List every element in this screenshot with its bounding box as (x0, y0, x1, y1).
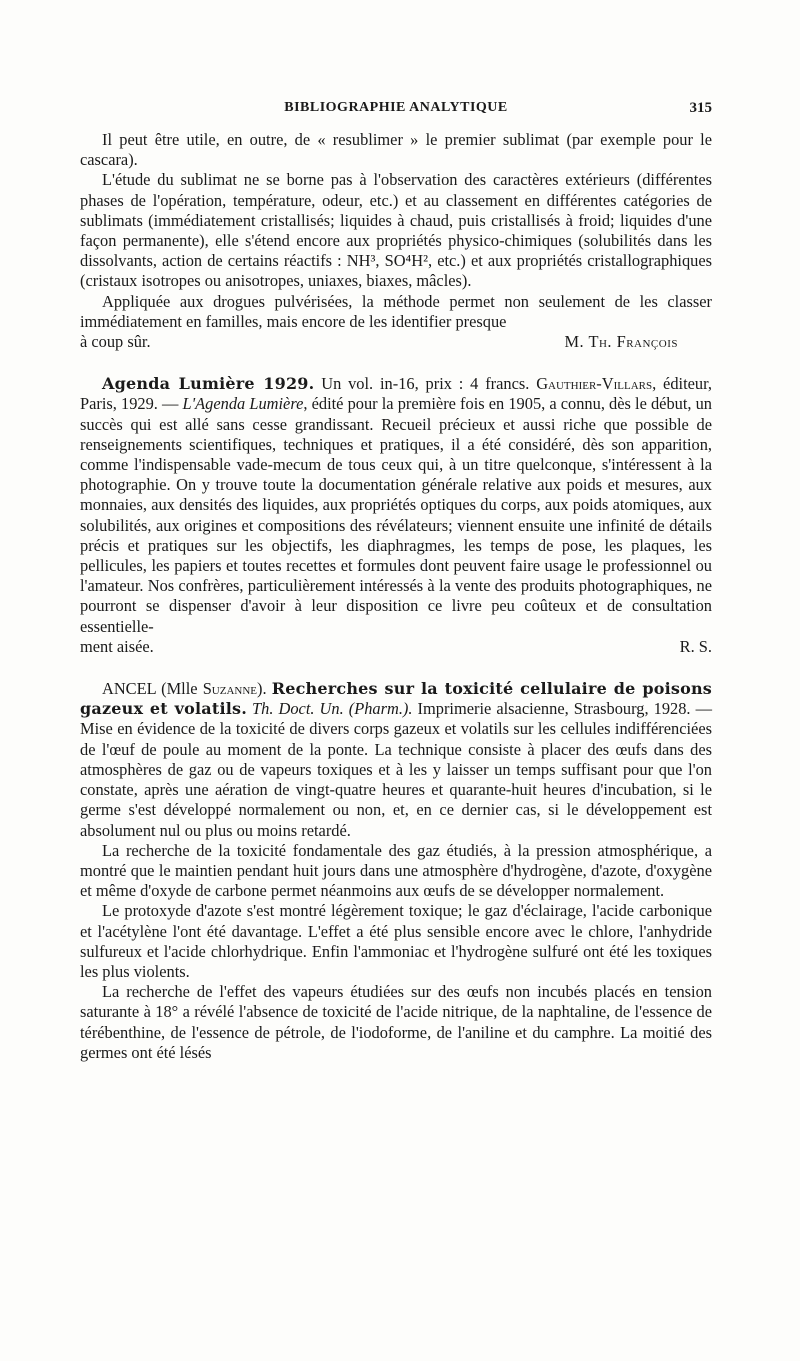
review-entry-ancel (80, 679, 712, 841)
running-title: BIBLIOGRAPHIE ANALYTIQUE (284, 100, 508, 115)
paragraph (80, 292, 712, 332)
paragraph: Il peut être utile, en outre, de « resublimer » le premier sublimat (par exemple pour le cascara). (80, 130, 712, 170)
author-name: ANCEL (Mlle (102, 679, 203, 699)
review-entry-agenda (80, 374, 712, 637)
entry-text: , éditeur, Paris, 1929. — (80, 374, 712, 414)
running-header (80, 100, 712, 122)
italic-title: L'Agenda Lumière (182, 394, 304, 414)
thesis-reference: Th. Doct. Un. (Pharm.). (246, 699, 413, 719)
paragraph: La recherche de la toxicité fondamentale des gaz étudiés, à la pression atmosphérique, a montré que le maintien pendant huit jours dans une atmosphère d'hydrogène, d'azote, d'oxygène et même d'oxyde de carbone permet néanmoins aux œufs de se développer normalement. (80, 840, 712, 901)
entry-text: Imprimerie alsacienne, Strasbourg, 1928. — Mise en évidence de la toxicité de divers corps gazeux et volatils sur les cellules indifférenciées de l'œuf de poule au moment de la ponte. La technique consiste à placer des œufs dans des atmosphères de gaz ou de vapeurs toxiques et à les y laisser un temps suffisant pour que l'on constate, après une aération de vingt-quatre heures et quarante-huit heures d'incubation, si le germe s'est développé normalement ou non, et, en ce dernier cas, si le développement est absolument nul ou plus ou moins retardé. (80, 699, 712, 840)
paragraph: La recherche de l'effet des vapeurs étudiées sur des œufs non incubés placés en tension saturante à 18° a révélé l'absence de toxicité de l'acide nitrique, de la naphtaline, de l'essence de térébenthine, de l'essence de pétrole, de l'iodoforme, de l'aniline et du camphre. La moitié des germes ont été lésés (80, 982, 712, 1062)
paragraph-closing-line (80, 637, 712, 657)
entry-title: Recherches sur la toxicité cellulaire de poisons gazeux et volatils. (80, 679, 712, 719)
page-number: 315 (689, 100, 712, 116)
paragraph-closing-line (80, 332, 712, 352)
body-text (80, 130, 712, 1063)
paragraph-last-line: ment aisée. (80, 636, 154, 656)
publisher-name: Gauthier-Villars (536, 374, 653, 394)
signature: M. Th. François (564, 332, 678, 352)
paragraph: L'étude du sublimat ne se borne pas à l'observation des caractères extérieurs (différentes phases de l'opération, température, odeur, etc.) et au classement en différentes catégories de sublimats (immédiatement cristallisés; liquides à chaud, puis cristallisés à froid; liquides d'une façon permanente), elle s'étend encore aux propriétés physico-chimiques (solubilités dans les dissolvants, action de certains réactifs : NH³, SO⁴H², etc.) et aux propriétés cristallographiques (cristaux isotropes ou anisotropes, uniaxes, biaxes, mâcles). (80, 170, 712, 291)
paragraph-last-line: à coup sûr. (80, 332, 151, 352)
entry-title: Agenda Lumière 1929. (102, 374, 315, 394)
author-close: ). (257, 679, 272, 699)
signature: R. S. (679, 636, 712, 656)
entry-details: Un vol. in-16, prix : 4 francs. (314, 374, 537, 394)
author-first-name: Suzanne (202, 679, 258, 699)
paragraph-text: Appliquée aux drogues pulvérisées, la méthode permet non seulement de les classer immédiatement en familles, mais encore de les identifier presque (80, 291, 712, 331)
entry-text: , édité pour la première fois en 1905, a connu, dès le début, un succès qui est allé sans cesse grandissant. Recueil précieux et aussi riche que possible de renseignements scientifiques, techniques et pratiques, il a été considéré, dès son apparition, comme l'indispensable vade-mecum de tous ceux qui, à un titre quelconque, s'intéressent à la photographie. On y trouve toute la documentation générale relative aux poids et mesures, aux monnaies, aux densités des liquides, aux propriétés optiques du corps, aux poids atomiques, aux solubilités, aux origines et compositions des révélateurs; viennent ensuite une infinité de détails précis et pratiques sur les objectifs, les diaphragmes, les temps de pose, les plaques, les pellicules, les papiers et toutes recettes et formules dont peuvent faire usage le professionnel ou l'amateur. Nos confrères, particulièrement intéressés à la vente des produits photographiques, ne pourront se dispenser d'avoir à leur disposition ce livre peu coûteux et de consultation essentielle- (80, 394, 712, 636)
paragraph: Le protoxyde d'azote s'est montré légèrement toxique; le gaz d'éclairage, l'acide carbonique et l'acétylène l'ont été davantage. L'effet a été plus sensible encore avec le chlore, l'anhydride sulfureux et l'acide chlorhydrique. Enfin l'ammoniac et l'hydrogène sulfuré ont été les toxiques les plus violents. (80, 901, 712, 981)
